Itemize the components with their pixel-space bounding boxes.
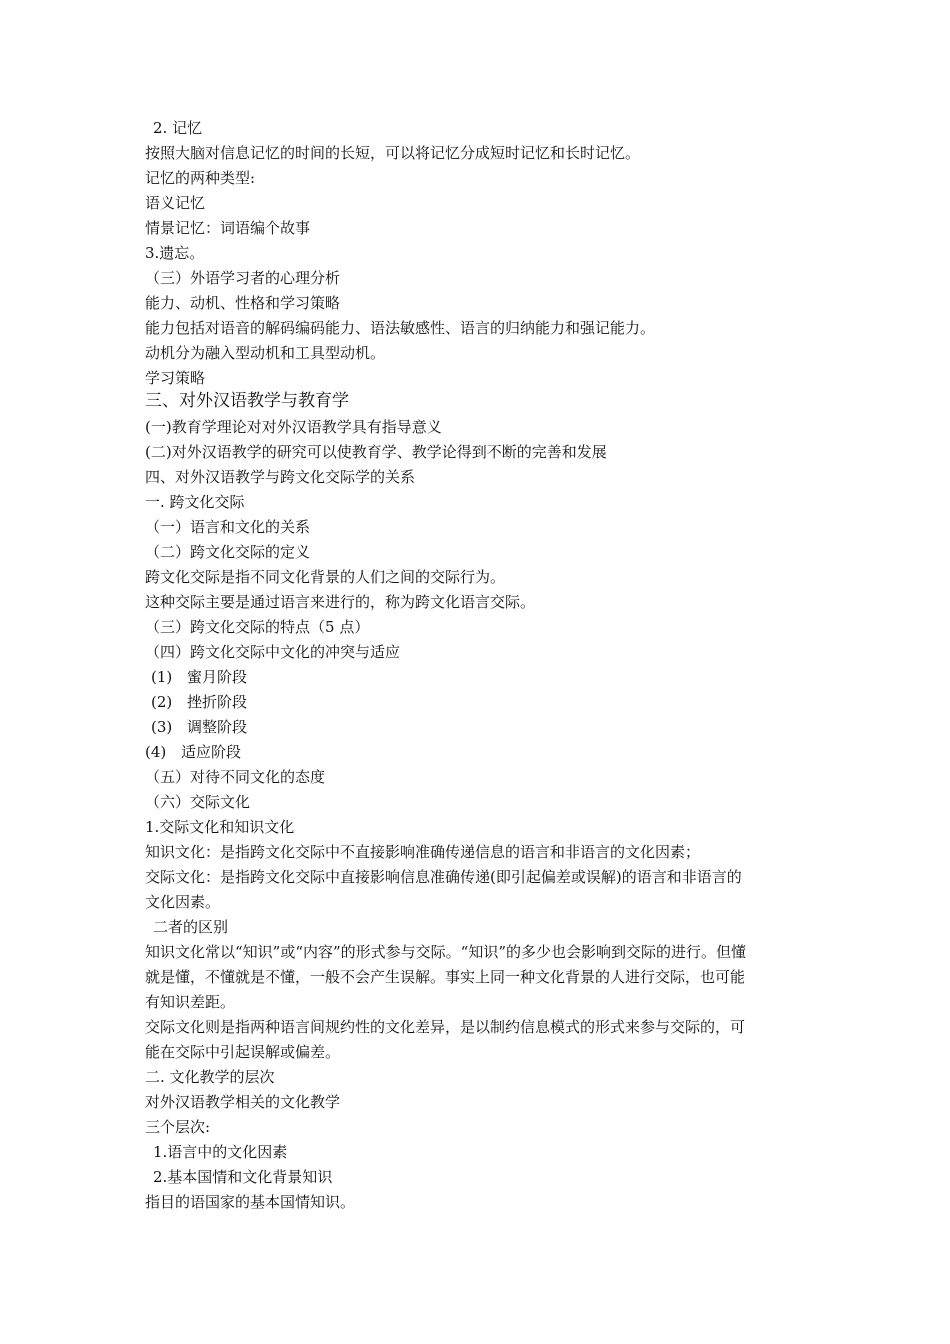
stage-item (151, 690, 821, 715)
text-line: 能在交际中引起误解或偏差。 (145, 1043, 341, 1061)
stage-number: (4) (145, 743, 167, 761)
stage-label: 适应阶段 (181, 743, 242, 761)
text-line: 就是懂，不懂就是不懂，一般不会产生误解。事实上同一种文化背景的人进行交际，也可能 (145, 968, 746, 986)
stage-number: (3) (151, 718, 173, 736)
stage-item (151, 715, 821, 740)
text-line: 按照大脑对信息记忆的时间的长短，可以将记忆分成短时记忆和长时记忆。 (145, 144, 641, 162)
stage-item (151, 665, 821, 690)
stage-label: 挫折阶段 (187, 693, 248, 711)
text-line: 情景记忆：词语编个故事 (145, 219, 311, 237)
text-line: 1.交际文化和知识文化 (145, 818, 295, 836)
text-line: 三个层次: (145, 1118, 211, 1136)
text-line: 交际文化则是指两种语言间规约性的文化差异，是以制约信息模式的形式来参与交际的，可 (145, 1018, 746, 1036)
text-line: 语义记忆 (145, 194, 206, 212)
text-line: 指目的语国家的基本国情知识。 (145, 1193, 356, 1211)
subsection-title: 一. 跨文化交际 (145, 493, 245, 511)
subsection-title: （三）外语学习者的心理分析 (145, 269, 341, 287)
subsection-title: （二）跨文化交际的定义 (145, 543, 311, 561)
subsection-title: （三）跨文化交际的特点（5 点） (145, 618, 370, 636)
text-line: 能力包括对语音的解码编码能力、语法敏感性、语言的归纳能力和强记能力。 (145, 319, 656, 337)
subsection-title: （五）对待不同文化的态度 (145, 768, 326, 786)
text-line: 对外汉语教学相关的文化教学 (145, 1093, 341, 1111)
text-line: 有知识差距。 (145, 993, 236, 1011)
text-line: 1.语言中的文化因素 (153, 1143, 288, 1161)
text-line: 跨文化交际是指不同文化背景的人们之间的交际行为。 (145, 568, 506, 586)
stage-number: (2) (151, 693, 173, 711)
text-line: 动机分为融入型动机和工具型动机。 (145, 344, 386, 362)
text-line: 文化因素。 (145, 893, 221, 911)
text-line: 交际文化：是指跨文化交际中直接影响信息准确传递(即引起偏差或误解)的语言和非语言的 (145, 868, 742, 886)
text-line: 知识文化：是指跨文化交际中不直接影响准确传递信息的语言和非语言的文化因素； (145, 843, 701, 861)
section-heading: 三、对外汉语教学与教育学 (145, 391, 349, 411)
subsection-title: （一）语言和文化的关系 (145, 518, 311, 536)
subsection-title: 二. 文化教学的层次 (145, 1068, 275, 1086)
section-heading: 四、对外汉语教学与跨文化交际学的关系 (145, 468, 416, 486)
stage-label: 蜜月阶段 (187, 668, 248, 686)
subsection-title: （六）交际文化 (145, 793, 251, 811)
text-line: 记忆的两种类型: (145, 169, 256, 187)
text-line: 学习策略 (145, 369, 206, 387)
text-line: 二者的区别 (153, 918, 229, 936)
text-line: 这种交际主要是通过语言来进行的，称为跨文化语言交际。 (145, 593, 536, 611)
text-line: 2.基本国情和文化背景知识 (153, 1168, 333, 1186)
stage-item (145, 740, 815, 765)
text-line: (二)对外汉语教学的研究可以使教育学、教学论得到不断的完善和发展 (145, 443, 607, 461)
text-line: 能力、动机、性格和学习策略 (145, 294, 341, 312)
section-memory-title: 2. 记忆 (153, 119, 203, 137)
text-line: 知识文化常以“知识”或“内容”的形式参与交际。“知识”的多少也会影响到交际的进行。但懂 (145, 943, 747, 961)
section-forgetting-title: 3.遗忘。 (145, 244, 205, 262)
subsection-title: （四）跨文化交际中文化的冲突与适应 (145, 643, 401, 661)
stage-number: (1) (151, 668, 173, 686)
stage-label: 调整阶段 (187, 718, 248, 736)
text-line: (一)教育学理论对对外汉语教学具有指导意义 (145, 418, 442, 436)
